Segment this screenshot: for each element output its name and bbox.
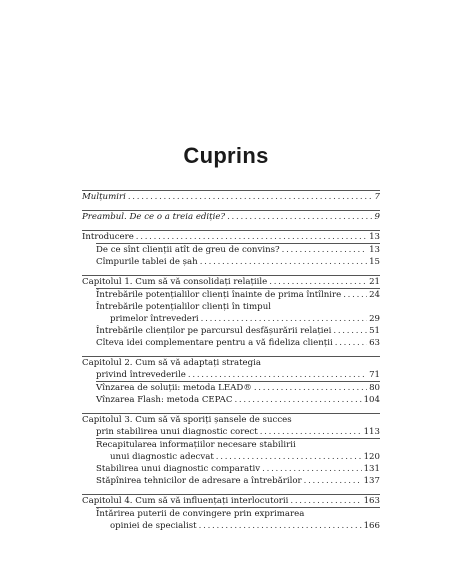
leader-dots — [262, 463, 361, 475]
toc-entry-page: 163 — [363, 496, 380, 506]
leader-dots — [200, 256, 367, 268]
toc-entry[interactable] — [96, 313, 380, 325]
toc-entry[interactable] — [82, 414, 380, 426]
toc-subsection — [82, 381, 380, 406]
toc-entry-page: 63 — [369, 338, 380, 348]
toc-entry-label: Recapitularea informațiilor necesare stabilirii — [96, 440, 296, 450]
toc-subsection — [82, 243, 380, 268]
toc-entry-page: 21 — [369, 277, 380, 287]
toc-subsection — [82, 438, 380, 487]
leader-dots — [136, 231, 367, 243]
toc-entry[interactable] — [96, 520, 380, 532]
toc-entry-label: Întărirea puterii de convingere prin exprimarea — [96, 509, 305, 519]
toc-entry-label: Capitolul 3. Cum să vă sporiți șansele de succes — [82, 415, 292, 425]
toc-entry[interactable] — [96, 463, 380, 475]
toc-entry-page: 71 — [369, 370, 380, 380]
toc-entry-label: Întrebările potențialilor clienți în timpul — [96, 302, 271, 312]
toc-entry-label: privind întrevederile — [96, 370, 186, 380]
toc-entry[interactable] — [96, 337, 380, 349]
toc-entry-page: 120 — [363, 452, 380, 462]
toc-entry[interactable] — [82, 211, 380, 223]
toc-entry-label: Capitolul 4. Cum să vă influențați interlocutorii — [82, 496, 289, 506]
leader-dots — [227, 211, 372, 223]
toc-entry-label: Întrebările clienților pe parcursul desfășurării relației — [96, 326, 332, 336]
toc-entry-page: 29 — [369, 314, 380, 324]
toc-section — [82, 230, 380, 268]
toc-entry-page: 24 — [369, 290, 380, 300]
toc-entry-label: Întrebările potențialilor clienți înainte de prima întîlnire — [96, 290, 342, 300]
leader-dots — [234, 394, 361, 406]
toc-entry[interactable] — [82, 231, 380, 243]
toc-entry-label: Cîteva idei complementare pentru a vă fideliza clienții — [96, 338, 333, 348]
toc-section — [82, 190, 380, 203]
toc-subsection — [82, 507, 380, 532]
toc-entry[interactable] — [96, 475, 380, 487]
toc-entry-label: opiniei de specialist — [110, 521, 197, 531]
toc-entry[interactable] — [96, 243, 380, 256]
toc-section — [82, 275, 380, 349]
toc-entry-page: 13 — [369, 245, 380, 255]
toc-entry-label: Stăpînirea tehnicilor de adresare a întrebărilor — [96, 476, 302, 486]
toc-entry-label: primelor întrevederi — [110, 314, 199, 324]
leader-dots — [254, 382, 367, 394]
leader-dots — [282, 244, 367, 256]
page-title: Cuprins — [183, 143, 269, 168]
leader-dots — [216, 451, 362, 463]
toc-entry-label: unui diagnostic adecvat — [110, 452, 214, 462]
toc-section — [82, 494, 380, 532]
toc-entry-page: 166 — [363, 521, 380, 531]
toc-entry[interactable] — [96, 325, 380, 337]
leader-dots — [343, 289, 367, 301]
toc-entry-label: Stabilirea unui diagnostic comparativ — [96, 464, 261, 474]
toc-entry[interactable] — [82, 276, 380, 288]
toc-entry-page: 13 — [369, 232, 380, 242]
table-of-contents — [82, 190, 380, 532]
toc-entry-label: Mulțumiri — [82, 192, 126, 202]
toc-entry[interactable] — [82, 495, 380, 507]
toc-entry[interactable] — [82, 369, 380, 381]
toc-entry-label: Vînzarea Flash: metoda CEPAC — [96, 395, 233, 405]
toc-entry[interactable] — [96, 394, 380, 406]
leader-dots — [260, 426, 362, 438]
toc-section — [82, 356, 380, 406]
toc-entry[interactable] — [96, 438, 380, 451]
toc-section — [82, 413, 380, 487]
toc-entry-label: Capitolul 2. Cum să vă adaptați strategia — [82, 358, 262, 368]
toc-entry[interactable] — [82, 191, 380, 203]
toc-entry[interactable] — [96, 256, 380, 268]
toc-entry-page: 7 — [374, 192, 380, 202]
toc-entry-page: 15 — [369, 257, 380, 267]
toc-entry-page: 131 — [363, 464, 380, 474]
leader-dots — [188, 369, 367, 381]
toc-entry-label: Preambul. De ce o a treia ediție? — [82, 212, 226, 222]
toc-entry[interactable] — [96, 288, 380, 301]
toc-entry[interactable] — [96, 507, 380, 520]
toc-entry-page: 80 — [369, 383, 380, 393]
toc-entry[interactable] — [82, 357, 380, 369]
leader-dots — [304, 475, 362, 487]
toc-entry-label: Capitolul 1. Cum să vă consolidați relațiile — [82, 277, 268, 287]
leader-dots — [201, 313, 367, 325]
toc-entry-label: Cîmpurile tablei de șah — [96, 257, 198, 267]
leader-dots — [128, 191, 373, 203]
toc-entry[interactable] — [96, 381, 380, 394]
toc-subsection — [82, 288, 380, 349]
leader-dots — [333, 325, 367, 337]
leader-dots — [290, 495, 361, 507]
toc-entry-page: 51 — [369, 326, 380, 336]
toc-entry[interactable] — [82, 426, 380, 438]
toc-entry-label: De ce sînt clienții atît de greu de convins? — [96, 245, 280, 255]
toc-entry[interactable] — [96, 451, 380, 463]
leader-dots — [335, 337, 367, 349]
leader-dots — [199, 520, 362, 532]
toc-entry-label: prin stabilirea unui diagnostic corect — [96, 427, 258, 437]
toc-entry-page: 137 — [363, 476, 380, 486]
leader-dots — [269, 276, 367, 288]
toc-entry-page: 113 — [363, 427, 380, 437]
toc-entry-page: 9 — [374, 212, 380, 222]
toc-entry-label: Introducere — [82, 232, 134, 242]
toc-section — [82, 210, 380, 223]
toc-entry-label: Vînzarea de soluții: metoda LEAD® — [96, 383, 252, 393]
toc-entry[interactable] — [96, 301, 380, 313]
toc-entry-page: 104 — [363, 395, 380, 405]
